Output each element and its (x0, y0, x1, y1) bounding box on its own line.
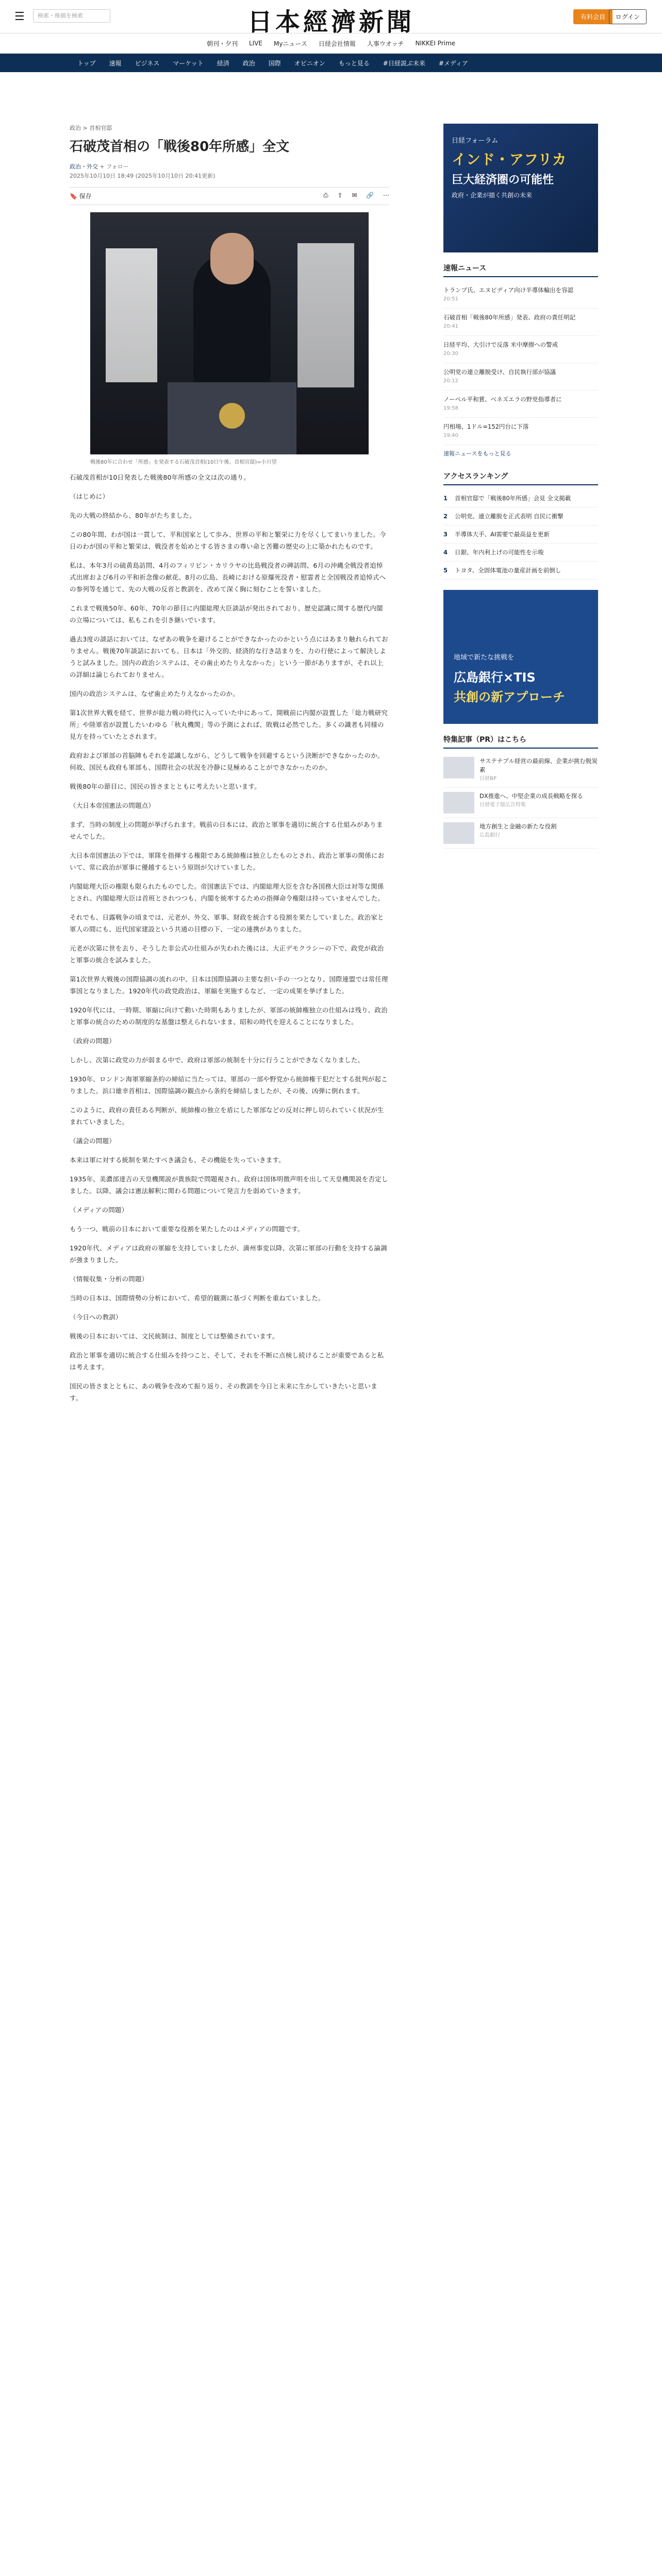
sidebar (443, 124, 598, 849)
ad-line: 共創の新アプローチ (454, 690, 565, 704)
photo-caption: 戦後80年に合わせ「所感」を発表する石破茂首相(10日午後、首相官邸)=小川望 (90, 460, 277, 465)
article-paragraph: 政府および軍部の首脳陣もそれを認識しながら、どうして戦争を回避するという決断ができなかったのか。何故、国民も政府も軍部も、国際社会の状況を冷静に見極めることができなかったのか。 (70, 752, 384, 771)
hamburger-icon[interactable]: ☰ (14, 10, 25, 23)
pr-item[interactable] (443, 818, 598, 849)
nav-item[interactable]: もっと見る (338, 59, 370, 67)
ranking-item[interactable] (443, 562, 598, 580)
breaking-news-time: 20:51 (443, 296, 458, 302)
ranking-heading: アクセスランキング (443, 471, 598, 485)
ad-line: インド・アフリカ (452, 151, 567, 168)
subnav-item[interactable]: 朝刊・夕刊 (206, 40, 238, 47)
article-paragraph: 戦後の日本においては、文民統制は、制度としては整備されています。 (70, 1332, 279, 1340)
breaking-news-time: 20:41 (443, 324, 458, 329)
link-icon[interactable]: 🔗 (366, 192, 374, 199)
subnav-item[interactable]: Myニュース (273, 40, 307, 47)
article-paragraph: 先の大戦の終結から、80年がたちました。 (70, 512, 196, 519)
article-paragraph: しかし、次第に政党の力が弱まる中で、政府は軍部の統制を十分に行うことができなくなりました。 (70, 1056, 365, 1064)
sidebar-ad-2[interactable] (443, 590, 598, 724)
ranking-text: 日銀、年内利上げの可能性を示唆 (455, 549, 544, 556)
more-icon[interactable]: ⋯ (383, 192, 389, 199)
article-paragraph: 戦後80年の節目に、国民の皆さまとともに考えたいと思います。 (70, 783, 261, 790)
article-paragraph: 第1次世界大戦後の国際協調の流れの中、日本は国際協調の主要な担い手の一つとなり、国際連盟では常任理事国となりました。1920年代の政党政治は、軍縮を実施するなど、一定の成果を挙げました。 (70, 975, 388, 995)
ad-line: 広島銀行×TIS (454, 670, 536, 685)
subnav-item[interactable]: NIKKEI Prime (415, 40, 456, 47)
subscribe-button[interactable]: 有料会員 (573, 9, 613, 24)
article-tools (70, 187, 389, 205)
article-paragraph: （政府の問題） (70, 1037, 115, 1045)
ranking-text: 公明党、連立離脱を正式表明 自民に衝撃 (455, 513, 564, 520)
pr-source: 広島銀行 (479, 833, 500, 838)
pr-heading: 特集記事（PR）はこちら (443, 734, 598, 749)
pr-text: DX推進へ、中堅企業の成長戦略を探る (479, 792, 583, 800)
nav-item[interactable]: #メディア (438, 59, 468, 67)
podium-seal-icon (219, 403, 245, 429)
pr-item[interactable] (443, 788, 598, 818)
article-paragraph: 当時の日本は、国際情勢の分析において、希望的観測に基づく判断を重ねていました。 (70, 1294, 325, 1302)
article-paragraph: （情報収集・分析の問題） (70, 1275, 148, 1283)
pr-thumbnail (443, 757, 474, 778)
breaking-news-text: ノーベル平和賞、ベネズエラの野党指導者に (443, 396, 562, 403)
article-paragraph: （はじめに） (70, 493, 109, 500)
subnav-item[interactable]: 日経会社情報 (318, 40, 356, 47)
nav-item[interactable]: 国際 (268, 59, 281, 67)
breaking-news-heading: 速報ニュース (443, 263, 598, 277)
breaking-news-time: 19:58 (443, 405, 458, 411)
breaking-news-list (443, 281, 598, 445)
article (70, 124, 389, 1411)
breaking-news-text: 公明党の連立離脱受け、自民執行部が協議 (443, 368, 556, 376)
article-title: 石破茂首相の「戦後80年所感」全文 (70, 139, 290, 155)
save-label: 保存 (79, 193, 92, 200)
nav-item[interactable]: オピニオン (294, 59, 325, 67)
breaking-news-text: 日経平均、大引けで反落 米中摩擦への警戒 (443, 341, 558, 348)
article-paragraph: このように、政府の責任ある判断が、統帥権の独立を盾にした軍部などの反対に押し切られていく状況が生まれていきました。 (70, 1106, 384, 1126)
nav-item[interactable]: 経済 (217, 59, 229, 67)
article-paragraph: もう一つ、戦前の日本において重要な役割を果たしたのはメディアの問題です。 (70, 1225, 304, 1233)
nav-item[interactable]: #日経説ぶ未来 (383, 59, 425, 67)
breadcrumb[interactable]: 政治 > 首相官邸 (70, 125, 112, 131)
ranking-item[interactable] (443, 544, 598, 562)
site-logo[interactable]: 日本經濟新聞 (247, 8, 415, 37)
breaking-news-text: 円相場、1ドル=152円台に下落 (443, 423, 529, 430)
login-button[interactable]: ログイン (609, 9, 647, 24)
gift-icon[interactable]: ✉ (352, 192, 357, 199)
article-paragraph: 1930年、ロンドン海軍軍縮条約の締結に当たっては、軍部の一部や野党から統帥権干犯だとする批判が起こりました。浜口雄幸首相は、国際協調の観点から条約を締結しましたが、その後、凶弾に倒れます。 (70, 1075, 388, 1095)
breaking-news-item[interactable] (443, 391, 598, 418)
ranking-text: 首相官邸で「戦後80年所感」会見 全文掲載 (455, 495, 571, 502)
share-icon[interactable]: ⇪ (337, 192, 343, 199)
article-photo (90, 212, 369, 454)
ranking-text: トヨタ、全固体電池の量産計画を前倒し (455, 567, 561, 574)
article-paragraph: それでも、日露戦争の頃までは、元老が、外交、軍事、財政を統合する役割を果たしていました。政治家と軍人の間にも、近代国家建設という共通の目標の下、一定の連携がありました。 (70, 913, 384, 933)
article-paragraph: 1935年、美濃部達吉の天皇機関説が貴族院で問題視され、政府は国体明徴声明を出して天皇機関説を否定しました。以降、議会は憲法解釈に関わる問題について発言力を弱めていきます。 (70, 1175, 388, 1195)
article-paragraph: 元老が次第に世を去り、そうした非公式の仕組みが失われた後には、大正デモクラシーの下で、政党が政治と軍事の統合を試みました。 (70, 944, 384, 964)
flag-shape (106, 248, 157, 382)
save-button[interactable] (70, 192, 92, 200)
article-paragraph: 私は、本年3月の硫黄島訪問、4月のフィリピン・カリラヤの比島戦没者の碑訪問、6月の沖縄全戦没者追悼式出席および6月の平和祈念像の献花、8月の広島、長崎における原爆死没者・慰霊者と全国戦没者追悼式への参列等を通じて、先の大戦の反省と教訓を、改めて深く胸に刻むことを誓いました。 (70, 562, 386, 593)
nav-item[interactable]: トップ (77, 59, 96, 67)
publish-date: 2025年10月10日 18:49 (2025年10月10日 20:41更新) (70, 173, 216, 179)
bookmark-icon: 🔖 (70, 193, 77, 200)
breaking-news-text: 石破首相「戦後80年所感」発表、政府の責任明記 (443, 314, 576, 321)
speaker-face (210, 233, 254, 284)
breaking-news-item[interactable] (443, 309, 598, 336)
ranking-number: 3 (443, 531, 448, 538)
pr-text: 地方創生と金融の新たな役割 (479, 823, 557, 830)
breaking-news-item[interactable] (443, 336, 598, 363)
article-paragraph: 第1次世界大戦を経て、世界が総力戦の時代に入っていた中にあって、開戦前に内閣が設置した「総力戦研究所」や陸軍省が設置したいわゆる「秋丸機関」等の予測によれば、敗戦は必然でした。多くの識者も同様の見方を持っていたとされます。 (70, 709, 388, 740)
article-paragraph: 石破茂首相が10日発表した戦後80年所感の全文は次の通り。 (70, 473, 251, 481)
article-paragraph: 内閣総理大臣の権限も限られたものでした。帝国憲法下では、内閣総理大臣を含む各国務大臣は対等な関係とされ、内閣総理大臣は首班とされつつも、内閣を統率するための指揮命令権限は持っていませんでした。 (70, 883, 385, 902)
ranking-number: 1 (443, 495, 448, 502)
article-paragraph: 国内の政治システムは、なぜ歯止めたりえなかったのか。 (70, 690, 239, 698)
article-paragraph: 大日本帝国憲法の下では、軍隊を指揮する権限である統帥権は独立したものとされ、政治と軍事の関係において、常に政治が軍事に優越するという原則が欠けていました。 (70, 852, 385, 871)
pr-thumbnail (443, 822, 474, 844)
subnav-item[interactable]: LIVE (249, 40, 262, 47)
nav-item[interactable]: 速報 (109, 59, 122, 67)
pr-text: サステナブル経営の最前線、企業が挑む脱炭素 (479, 757, 598, 773)
ranking-number: 2 (443, 513, 448, 520)
main-nav (0, 54, 662, 72)
ranking-number: 4 (443, 549, 448, 556)
article-paragraph: （今日への教訓） (70, 1313, 122, 1321)
breaking-news-item[interactable] (443, 363, 598, 391)
article-paragraph: これまで戦後50年、60年、70年の節目に内閣総理大臣談話が発出されており、歴史認識に関する歴代内閣の立場については、私もこれを引き継いでいます。 (70, 604, 383, 624)
article-paragraph: 国民の皆さまとともに、あの戦争を改めて振り返り、その教訓を今日と未来に生かしていきたいと思います。 (70, 1382, 377, 1402)
follow-button[interactable]: + フォロー (100, 163, 129, 170)
nav-item[interactable]: 政治 (242, 59, 255, 67)
byline (70, 162, 389, 181)
flag-shape (297, 243, 354, 387)
breaking-news-time: 19:40 (443, 433, 458, 438)
nav-item[interactable]: ビジネス (135, 59, 160, 67)
article-paragraph: この80年間、わが国は一貫して、平和国家として歩み、世界の平和と繁栄に力を尽くしてまいりました。今日のわが国の平和と繁栄は、戦没者を始めとする皆さまの尊い命と苦難の歴史の上に築かれたものです。 (70, 531, 386, 550)
search-input[interactable]: 検索・株価を検索 (33, 9, 110, 23)
article-paragraph: （議会の問題） (70, 1137, 115, 1145)
article-paragraph: 1920年代には、一時期、軍縮に向けて動いた時期もありましたが、軍部の統帥権独立の仕組みは残り、政治と軍事の統合のための制度的な基盤は整えられないまま、昭和の時代を迎えることになりました。 (70, 1006, 388, 1026)
top-header (0, 0, 662, 37)
nav-item[interactable]: マーケット (173, 59, 204, 67)
breaking-news-time: 20:12 (443, 378, 458, 384)
ad-line: 政府・企業が描く共創の未来 (452, 192, 533, 199)
pr-list (443, 753, 598, 849)
ranking-list (443, 489, 598, 580)
pr-item[interactable] (443, 753, 598, 788)
ad-line: 地域で新たな挑戦を (454, 654, 515, 662)
pr-source: 日経BP (479, 776, 496, 782)
print-icon[interactable]: ⎙ (323, 192, 328, 199)
breaking-more-link[interactable]: 速報ニュースをもっと見る (443, 450, 511, 457)
article-paragraph: まず、当時の制度上の問題が挙げられます。戦前の日本には、政治と軍事を適切に統合する仕組みがありませんでした。 (70, 821, 383, 840)
article-paragraph: 政治と軍事を適切に統合する仕組みを持つこと、そして、それを不断に点検し続けることが重要であると私は考えます。 (70, 1351, 384, 1371)
breaking-news-item[interactable] (443, 418, 598, 445)
article-paragraph: （メディアの問題） (70, 1206, 128, 1214)
article-paragraph: 本来は軍に対する統制を果たすべき議会も、その機能を失っていきます。 (70, 1156, 285, 1164)
breaking-news-text: トランプ氏、エヌビディア向け半導体輸出を容認 (443, 286, 574, 294)
breaking-news-item[interactable] (443, 281, 598, 309)
ranking-item[interactable] (443, 489, 598, 507)
subnav-item[interactable]: 人事ウオッチ (367, 40, 404, 47)
ranking-text: 半導体大手、AI需要で最高益を更新 (455, 531, 550, 538)
ranking-item[interactable] (443, 526, 598, 544)
article-body (70, 471, 389, 1404)
pr-thumbnail (443, 792, 474, 814)
article-paragraph: 1920年代、メディアは政府の軍縮を支持していましたが、満州事変以降、次第に軍部の行動を支持する論調が強まりました。 (70, 1244, 387, 1264)
ad-line: 日経フォーラム (452, 137, 499, 145)
pr-source: 日経電子版広告特集 (479, 802, 526, 808)
ranking-number: 5 (443, 567, 448, 574)
breaking-news-time: 20:30 (443, 351, 458, 357)
article-paragraph: （大日本帝国憲法の問題点） (70, 802, 155, 809)
ranking-item[interactable] (443, 507, 598, 526)
sidebar-ad[interactable] (443, 124, 598, 252)
article-paragraph: 過去3度の談話においては、なぜあの戦争を避けることができなかったのかという点にはあまり触れられておりません。戦後70年談話においても、日本は「外交的、経済的な行き詰まりを、力の行使によって解決しようと試みました。国内の政治システムは、その歯止めたりえなかった」という一節がありますが、それ以上の詳細は論じられておりません。 (70, 635, 388, 679)
author-link[interactable]: 政治・外交 (70, 163, 98, 170)
ad-line: 巨大経済圏の可能性 (452, 174, 554, 187)
